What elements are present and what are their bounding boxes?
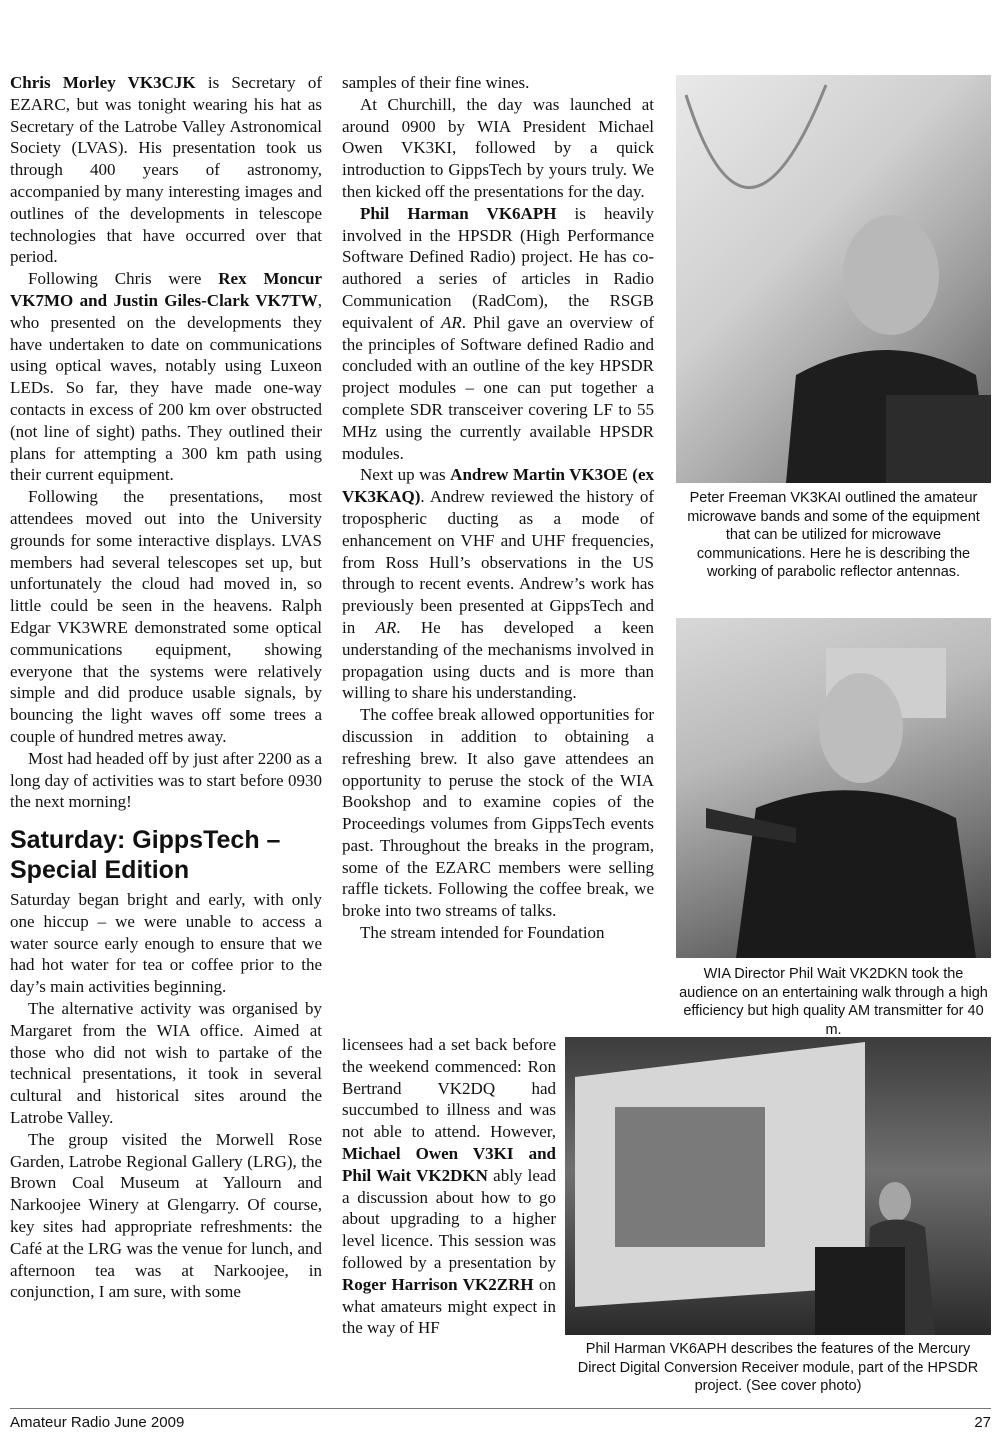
- person-name: Rex Moncur VK7MO and Justin Giles-Clark VK7TW: [10, 269, 322, 310]
- section-heading: Saturday: GippsTech – Special Edition: [10, 826, 281, 885]
- paragraph: Next up was Andrew Martin VK3OE (ex VK3KAQ). Andrew reviewed the history of tropospheric ducting as a mode of enhancement on VHF and UHF frequencies, from Ross Hull’s observations in the US through to recent events. Andrew’s work has previously been presented at GippsTech and in AR. He has developed a keen understanding of the mechanisms involved in propagation using ducts and is more than willing to share his understanding.: [342, 465, 654, 703]
- paragraph: Most had headed off by just after 2200 as a long day of activities was to start before 0930 the next morning!: [10, 748, 322, 812]
- person-name: Andrew Martin VK3OE (ex VK3KAQ): [342, 465, 654, 507]
- paragraph: Saturday began bright and early, with only one hiccup – we were unable to access a water source early enough to ensure that we had hot water for tea or coffee prior to the day’s main activities beginning.: [10, 890, 322, 997]
- photo-illustration: [676, 75, 991, 483]
- paragraph: samples of their fine wines.: [342, 73, 530, 92]
- person-name: Phil Harman VK6APH: [360, 203, 557, 223]
- person-name: Michael Owen V3KI and Phil Wait VK2DKN: [342, 1143, 556, 1185]
- paragraph: Phil Harman VK6APH is heavily involved in the HPSDR (High Performance Software Defined Radio) project. He has co-authored a series of articles in Radio Communication (RadCom), the RSGB equivalent of AR. Phil gave an overview of the principles of Software defined Radio and concluded with an outline of the key HPSDR project modules – one can put together a complete SDR transceiver covering LF to 55 MHz using the currently available HPSDR modules.: [342, 203, 654, 463]
- paragraph: The alternative activity was organised by Margaret from the WIA office. Aimed at those who did not wish to partake of the technical presentations, it took in several cultural and historical sites around the Latrobe Valley.: [10, 999, 322, 1128]
- photo-phil-harman: [565, 1037, 991, 1335]
- article-column-2: [342, 72, 654, 944]
- article-column-1: [10, 72, 322, 1303]
- photo-peter-freeman: [676, 75, 991, 483]
- footer-publication: Amateur Radio June 2009: [10, 1414, 185, 1431]
- photo-phil-wait: [676, 618, 991, 958]
- photo-caption: Phil Harman VK6APH describes the features of the Mercury Direct Digital Conversion Receiver module, part of the HPSDR project. (See cover photo): [577, 1341, 979, 1394]
- paragraph: Following Chris were Rex Moncur VK7MO and Justin Giles-Clark VK7TW, who presented on the developments they have undertaken to date on communications using optical waves, notably using Luxeon LEDs. So far, they have made one-way contacts in excess of 200 km over obstructed (not line of sight) paths. They outlined their plans for attempting a 300 km path using their current equipment.: [10, 269, 322, 485]
- photo-illustration: [676, 618, 991, 958]
- paragraph: Following the presentations, most attendees moved out into the University grounds for some interactive displays. LVAS members had several telescopes set up, but unfortunately the cloud had moved in, so little could be seen in the heavens. Ralph Edgar VK3WRE demonstrated some optical communications equipment, showing everyone that the systems were relatively simple and did produce usable signals, by bouncing the light waves off some trees a couple of hundred metres away.: [10, 487, 322, 746]
- footer-divider: [10, 1408, 991, 1409]
- paragraph: licensees had a set back before the weekend commenced: Ron Bertrand VK2DQ had succumbed to illness and was not able to attend. However, Michael Owen V3KI and Phil Wait VK2DKN ably lead a discussion about how to go about upgrading to a higher level licence. This session was followed by a presentation by Roger Harrison VK2ZRH on what amateurs might expect in the way of HF: [342, 1035, 557, 1338]
- photo-caption: Peter Freeman VK3KAI outlined the amateur microwave bands and some of the equipment that can be utilized for microwave communications. Here he is describing the working of parabolic reflector antennas.: [687, 490, 980, 580]
- paragraph: At Churchill, the day was launched at around 0900 by WIA President Michael Owen VK3KI, followed by a quick introduction to GippsTech by yours truly. We then kicked off the presentations for the day.: [342, 94, 654, 201]
- photo-caption: WIA Director Phil Wait VK2DKN took the audience on an entertaining walk through a high efficiency but high quality AM transmitter for 40 m.: [679, 966, 988, 1038]
- person-name: Roger Harrison VK2ZRH: [342, 1274, 534, 1294]
- paragraph: The coffee break allowed opportunities for discussion in addition to obtaining a refreshing brew. It also gave attendees an opportunity to peruse the stock of the WIA Bookshop and to examine copies of the Proceedings volumes from GippsTech events past. Throughout the breaks in the program, some of the EZARC members were selling raffle tickets. Following the coffee break, we broke into two streams of talks.: [342, 705, 654, 921]
- page-number: 27: [974, 1414, 991, 1431]
- photo-illustration: [565, 1037, 991, 1335]
- article-column-2-continued: [342, 1034, 556, 1339]
- paragraph: The group visited the Morwell Rose Garden, Latrobe Regional Gallery (LRG), the Brown Coal Museum at Yallourn and Narkoojee Winery at Glengarry. Of course, key sites had appropriate refreshments: the Café at the LRG was the venue for lunch, and afternoon tea was at Narkoojee, in conjunction, I am sure, with some: [10, 1129, 322, 1302]
- person-name: Chris Morley VK3CJK: [10, 73, 196, 92]
- paragraph: Chris Morley VK3CJK is Secretary of EZARC, but was tonight wearing his hat as Secretary of the Latrobe Valley Astronomical Society (LVAS). His presentation took us through 400 years of astronomy, accompanied by many interesting images and outlines of the developments in telescope technologies that have occurred over that period.: [10, 73, 322, 267]
- paragraph: The stream intended for Foundation: [360, 923, 605, 943]
